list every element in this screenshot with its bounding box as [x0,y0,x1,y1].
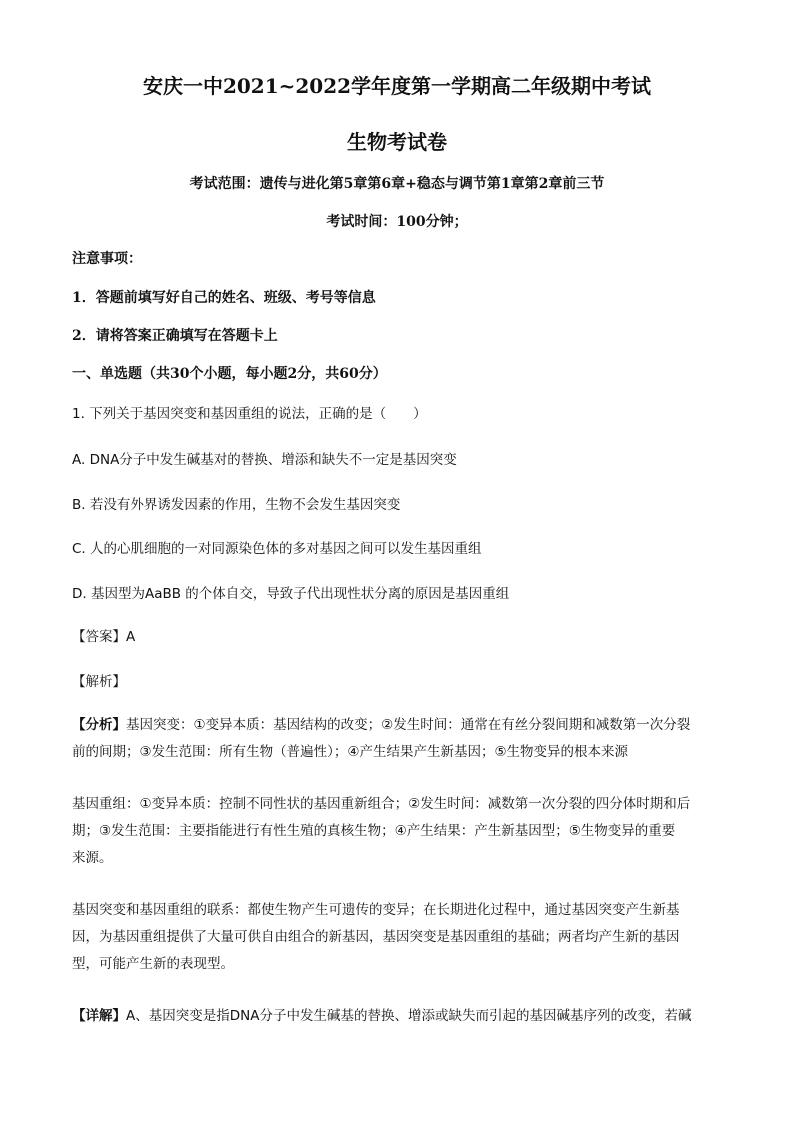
detail-text: A、基因突变是指DNA分子中发生碱基的替换、增添或缺失而引起的基因碱基序列的改变，若碱 [126,1008,692,1024]
option-c: C. 人的心肌细胞的一对同源染色体的多对基因之间可以发生基因重组 [72,541,482,557]
analysis-p1-line-2: 前的间期；③发生范围：所有生物（普遍性）；④产生结果产生新基因；⑤生物变异的根本来源 [72,744,629,760]
analysis-p1-text-1: 基因突变：①变异本质：基因结构的改变；②发生时间：通常在有丝分裂间期和减数第一次分裂 [126,717,691,733]
detail-line-1 [72,1003,724,1030]
exam-title: 安庆一中2021~2022学年度第一学期高二年级期中考试 [142,74,652,98]
detail-tag: 【详解】 [72,1008,126,1024]
analysis-p3-line-2: 因，为基因重组提供了大量可供自由组合的新基因，基因突变是基因重组的基础；两者均产生新的基因 [72,929,680,945]
exam-time: 考试时间：100分钟； [326,214,468,230]
section-heading: 一、单选题（共30个小题，每小题2分，共60分） [72,366,387,382]
detail-paragraph [72,1003,724,1030]
analysis-paragraph-3 [72,897,724,978]
option-a: A. DNA分子中发生碱基对的替换、增添和缺失不一定是基因突变 [72,452,457,468]
analysis-paragraph-1 [72,712,724,766]
option-d: D. 基因型为AaBB 的个体自交，导致子代出现性状分离的原因是基因重组 [72,586,510,602]
analysis-label: 【解析】 [72,674,126,690]
notes-heading: 注意事项： [72,251,142,267]
note-item-2: 2．请将答案正确填写在答题卡上 [72,328,278,344]
analysis-p3-line-3: 型，可能产生新的表现型。 [72,956,234,972]
analysis-p2-line-3: 来源。 [72,850,113,866]
question-stem: 1. 下列关于基因突变和基因重组的说法，正确的是（ ） [72,406,427,422]
note-item-1: 1．答题前填写好自己的姓名、班级、考号等信息 [72,290,376,306]
analysis-paragraph-2 [72,791,724,872]
analysis-p3-line-1: 基因突变和基因重组的联系：都使生物产生可遗传的变异；在长期进化过程中，通过基因突变产生新基 [72,902,680,918]
analysis-p2-line-2: 期；③发生范围：主要指能进行有性生殖的真核生物；④产生结果：产生新基因型；⑤生物变异的重要 [72,823,676,839]
analysis-tag: 【分析】 [72,717,126,733]
analysis-p1-line-1 [72,712,724,739]
exam-subtitle: 生物考试卷 [347,130,447,154]
answer-label: 【答案】A [72,629,136,645]
option-b: B. 若没有外界诱发因素的作用，生物不会发生基因突变 [72,497,401,513]
analysis-p2-line-1: 基因重组：①变异本质：控制不同性状的基因重新组合；②发生时间：减数第一次分裂的四分体时期和后 [72,796,691,812]
exam-scope: 考试范围：遗传与进化第5章第6章+稳态与调节第1章第2章前三节 [189,176,605,192]
